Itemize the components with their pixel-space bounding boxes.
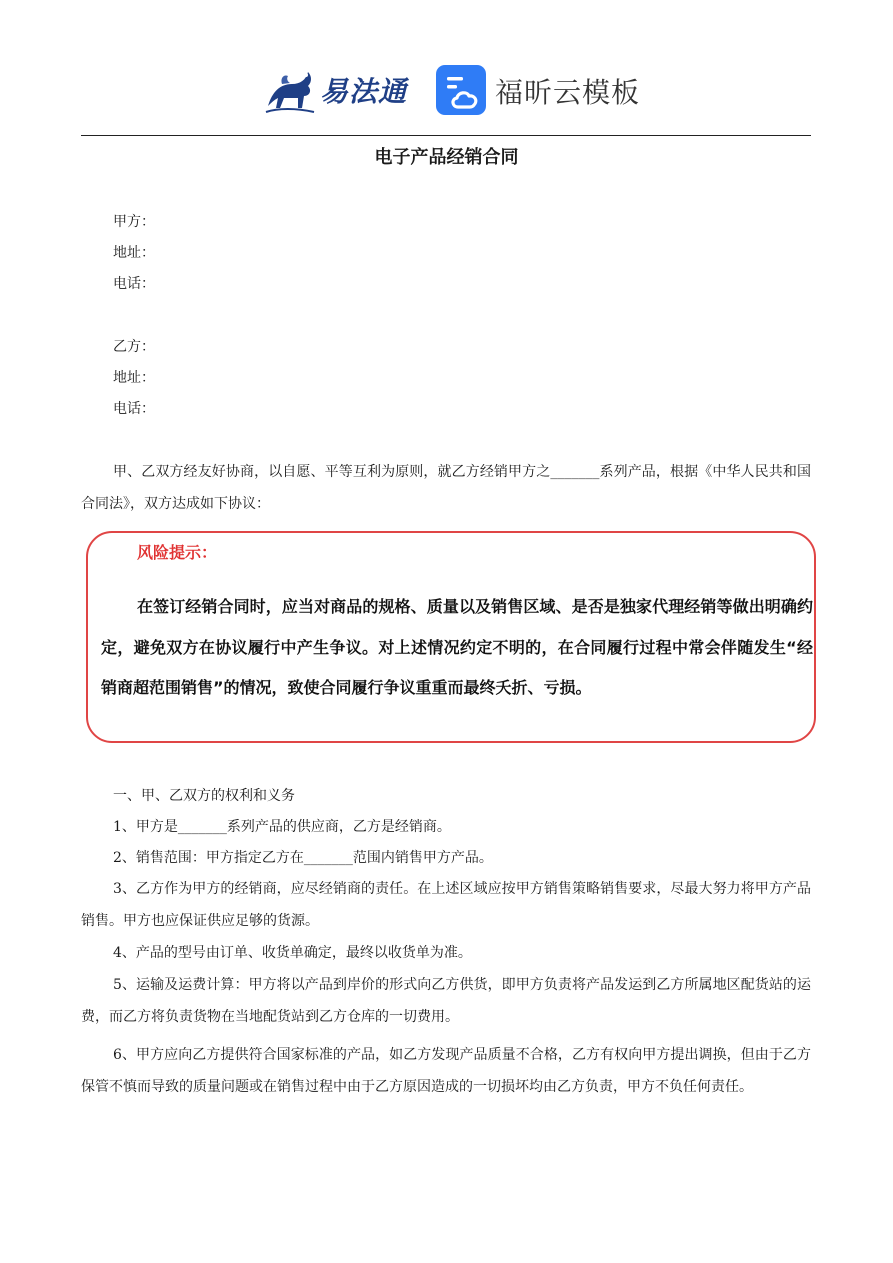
contract-title: 电子产品经销合同 xyxy=(374,147,519,168)
clause-5: 5、运输及运费计算：甲方将以产品到岸价的形式向乙方供货，即甲方负责将产品发运到乙方所属地区配货站的运费，而乙方将负责货物在当地配货站到乙方仓库的一切费用。 xyxy=(81,977,811,1025)
party-a-phone-label: 电话： xyxy=(113,276,155,292)
header-divider xyxy=(81,135,811,136)
clause-4: 4、产品的型号由订单、收货单确定，最终以收货单为准。 xyxy=(113,945,472,961)
yifatong-logo-text: 易法通 xyxy=(320,75,408,108)
risk-warning-title: 风险提示： xyxy=(137,543,218,562)
section-heading: 一、甲、乙双方的权利和义务 xyxy=(113,788,295,804)
page-header xyxy=(0,58,893,124)
clause-6: 6、甲方应向乙方提供符合国家标准的产品，如乙方发现产品质量不合格，乙方有权向甲方提出调换，但由于乙方保管不慎而导致的质量问题或在销售过程中由于乙方原因造成的一切损坏均由乙方负责，甲方不负任何责任。 xyxy=(81,1047,811,1095)
risk-warning-body: 在签订经销合同时，应当对商品的规格、质量以及销售区域、是否是独家代理经销等做出明确约定，避免双方在协议履行中产生争议。对上述情况约定不明的，在合同履行过程中常会伴随发生“经销商超范围销售”的情况，致使合同履行争议重重而最终夭折、亏损。 xyxy=(101,597,813,697)
party-b-address-label: 地址： xyxy=(113,370,155,386)
party-a-address-label: 地址： xyxy=(113,245,155,261)
qilin-logo-icon xyxy=(262,62,318,118)
clause-1: 1、甲方是_______系列产品的供应商，乙方是经销商。 xyxy=(113,819,451,835)
foxit-cloud-logo-icon xyxy=(436,65,486,115)
clause-2: 2、销售范围：甲方指定乙方在_______范围内销售甲方产品。 xyxy=(113,850,493,866)
party-b-name-label: 乙方： xyxy=(113,339,155,355)
party-a-name-label: 甲方： xyxy=(113,214,155,230)
clause-3: 3、乙方作为甲方的经销商，应尽经销商的责任。在上述区域应按甲方销售策略销售要求，尽最大努力将甲方产品销售。甲方也应保证供应足够的货源。 xyxy=(81,881,811,929)
foxit-template-logo-text: 福昕云模板 xyxy=(495,76,641,109)
party-b-phone-label: 电话： xyxy=(113,401,155,417)
intro-paragraph: 甲、乙双方经友好协商，以自愿、平等互利为原则，就乙方经销甲方之_______系列产品，根据《中华人民共和国合同法》，双方达成如下协议： xyxy=(81,464,811,512)
